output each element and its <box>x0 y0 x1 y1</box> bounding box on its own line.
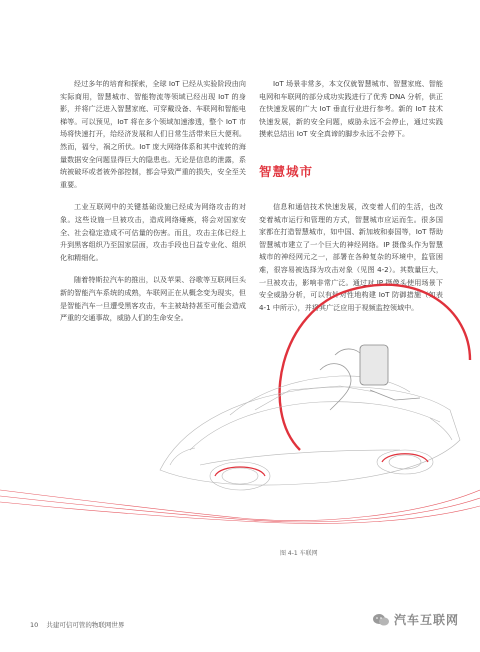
watermark-text: 汽车互联网 <box>394 613 460 627</box>
paragraph-industrial-internet: 工业互联网中的关键基础设施已经成为网络攻击的对象。这些设施一旦被攻击，造成网络瘫痪，将会对国家安全、社会稳定造成不可估量的伤害。而且，攻击主体已经上升到黑客组织乃至国家层面，攻击手段也日益专业化、组织化和精细化。 <box>60 202 246 262</box>
paragraph-intro: IoT 场景非常多，本文仅就智慧城市、智慧家庭、智能电网和车联网的部分成功实践进行了优秀 DNA 分析，供正在快速发展的广大 IoT 垂直行业进行参考。新的 IoT 技术快速发展，新的安全问题，威胁永远不会停止，通过实践摸索总结出 IoT 安全真谛的脚步永远不会停下。 <box>259 79 443 139</box>
page-footer <box>30 620 124 629</box>
red-swoosh-lines <box>0 490 480 523</box>
section-title-smart-city: 智慧城市 <box>259 164 314 179</box>
figure-caption: 图 4-1 车联网 <box>280 550 318 557</box>
book-title: 共建可信可管的物联网世界 <box>46 621 125 629</box>
car-wireframe <box>160 376 460 490</box>
paragraph-iot-overview: 经过多年的培育和探索，全球 IoT 已经从实验阶段由向实际商用，智慧城市、智能物流等领域已经出现 IoT 的身影，并将广泛进入智慧家庭、可穿戴设备、车联网和智能电梯等。可以预见，IoT 将在多个领域加速渗透，整个 IoT 市场将快速打开，给经济发展和人们日常生活带来巨大便利。然而，福兮，祸之所伏。IoT 庞大网络体系和其中流转的海量数据安全问题显得巨大的隐患也。无论是信息的泄露，系统被破坏或者被外部控制，都会导致严重的损失，安全至关重要。 <box>60 79 246 189</box>
paragraph-smart-city: 信息和通信技术快速发展，改变着人们的生活，也改变着城市运行和管理的方式，智慧城市应运而生。很多国家都在打造智慧城市，如中国、新加坡和泰国等，IoT 帮助智慧城市建立了一个巨大的神经网络。IP 摄像头作为智慧城市的神经网元之一，部署在各种复杂的环境中，监管困难，很容易被选择为攻击对象（见图 4-2）。其数量巨大，一旦被攻击，影响非常广泛。通过对 IP 摄像头使用场景下安全威胁分析，可以有针对性地构建 IoT 防御措施（如表 4-1 中所示），并将其广泛应用于视频监控领域中。 <box>259 202 443 312</box>
wheel-highlights <box>215 454 428 476</box>
wechat-icon <box>372 613 390 627</box>
connected-car-illustration <box>0 250 480 550</box>
wiring-detail <box>320 345 420 410</box>
right-column-intro <box>259 78 443 141</box>
paragraph-connected-car: 随着特斯拉汽车的推出，以及苹果、谷歌等互联网巨头新的智能汽车系统的成熟，车联网正在从概念变为现实，但是智能汽车一旦遭受黑客攻击，车主被劫持甚至可能会造成严重的交通事故，威胁人们的生命安全。 <box>60 275 246 323</box>
page-number: 10 <box>30 621 39 629</box>
watermark <box>372 611 459 628</box>
